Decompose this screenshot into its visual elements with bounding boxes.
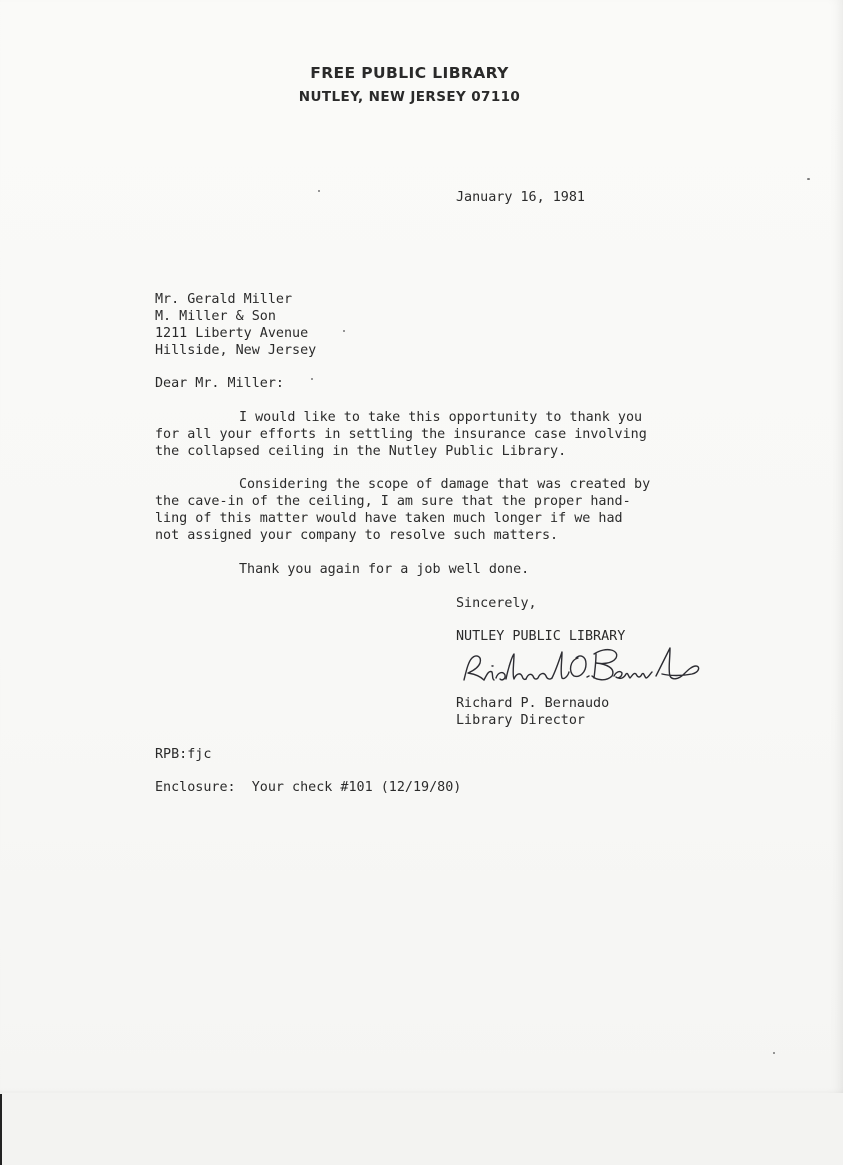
organization-name: NUTLEY PUBLIC LIBRARY <box>456 629 626 644</box>
paper-speck <box>773 1052 775 1054</box>
paper-speck <box>318 190 320 192</box>
letter-date: January 16, 1981 <box>456 190 585 205</box>
closing: Sincerely, <box>456 596 537 611</box>
enclosure-note: Enclosure: Your check #101 (12/19/80) <box>155 780 462 795</box>
signer-title: Library Director <box>456 713 585 728</box>
paragraph-2-line-1: Considering the scope of damage that was created by <box>239 477 651 492</box>
recipient-company: M. Miller & Son <box>155 309 276 324</box>
paragraph-1-line-1: I would like to take this opportunity to thank you <box>239 410 643 425</box>
paragraph-2-line-4: not assigned your company to resolve such matters. <box>155 528 559 543</box>
paper-speck <box>343 330 345 332</box>
paragraph-1-line-2: for all your efforts in settling the insurance case involving <box>155 427 647 442</box>
salutation: Dear Mr. Miller: <box>155 376 284 391</box>
paper-speck <box>311 378 313 380</box>
reference-initials: RPB:fjc <box>155 747 212 762</box>
letterhead-title: FREE PUBLIC LIBRARY <box>310 64 509 82</box>
letterhead-address: NUTLEY, NEW JERSEY 07110 <box>298 89 521 105</box>
handwritten-signature <box>456 636 706 688</box>
recipient-street: 1211 Liberty Avenue <box>155 326 309 341</box>
scan-edge-shadow <box>0 1094 2 1165</box>
signer-name: Richard P. Bernaudo <box>456 696 610 711</box>
paragraph-2-line-3: ling of this matter would have taken much longer if we had <box>155 511 623 526</box>
paragraph-2-line-2: the cave-in of the ceiling, I am sure that the proper hand- <box>155 494 631 509</box>
recipient-name: Mr. Gerald Miller <box>155 292 293 307</box>
paragraph-1-line-3: the collapsed ceiling in the Nutley Public Library. <box>155 444 567 459</box>
recipient-city: Hillside, New Jersey <box>155 343 317 358</box>
paper-speck <box>807 178 810 180</box>
paragraph-3-line-1: Thank you again for a job well done. <box>239 562 530 577</box>
